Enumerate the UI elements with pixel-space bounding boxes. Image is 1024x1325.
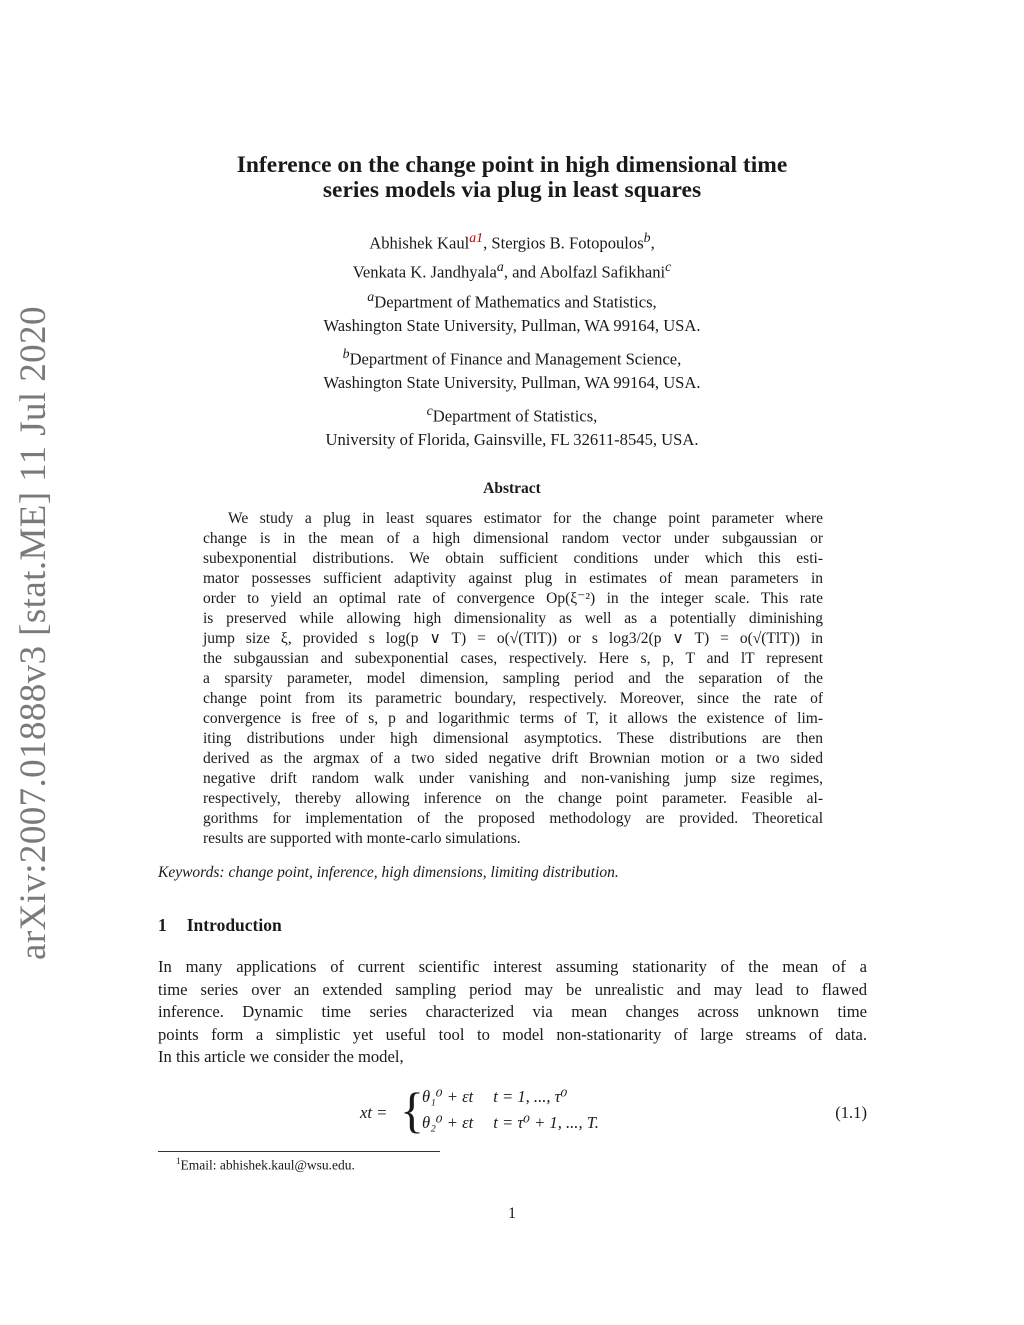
title-line-2: series models via plug in least squares (322, 177, 702, 203)
intro-line: inference. Dynamic time series characterized via mean changes across unknown time (158, 1002, 867, 1022)
section-number: 1 (158, 915, 167, 935)
intro-line: points form a simplistic yet useful tool to model non-stationarity of large streams of data. (158, 1024, 867, 1044)
author-name: Venkata K. Jandhyala (352, 262, 497, 282)
equation-case-2: θ₂⁰ + εt t = τ⁰ + 1, ..., T. (422, 1113, 599, 1132)
abstract-body (203, 509, 823, 849)
author-line-2: Venkata K. Jandhyala$^a$, and Abolfazl Safikhani$^c$ (352, 258, 672, 282)
affiliation-mark: a (367, 289, 375, 304)
footnote-mark: 1 (176, 1156, 181, 1166)
abstract-line: convergence is free of s, p and logarithmic terms of T, it allows the existence of lim- (203, 710, 823, 727)
keywords: Keywords: change point, inference, high dimensions, limiting distribution. (158, 864, 619, 881)
abstract-heading: Abstract (483, 480, 541, 497)
arxiv-stamp: arXiv:2007.01888v3 [stat.ME] 11 Jul 2020 (13, 306, 54, 960)
author-mark: a1 (469, 230, 484, 245)
affiliation-a: $^a$Department of Mathematics and Statistics, Washington State University, Pullman, WA 99164, USA. (323, 289, 701, 335)
abstract-line: subexponential distributions. We obtain sufficient conditions under which this esti- (203, 550, 823, 567)
author-name: Abolfazl Safikhani (539, 262, 666, 282)
abstract-line: derived as the argmax of a two sided negative drift Brownian motion or a two sided (203, 750, 823, 767)
abstract-line: mator possesses sufficient adaptivity against plug in estimates of mean parameters in (203, 570, 823, 587)
title-line-1: Inference on the change point in high dimensional time (236, 152, 788, 178)
author-line-1: Abhishek Kaul$^{a1}$, Stergios B. Fotopoulos$^b$, (369, 230, 655, 253)
intro-paragraph (158, 956, 867, 1069)
author-list (0, 226, 1024, 283)
affiliation-mark: b (342, 346, 350, 361)
author-name: Stergios B. Fotopoulos (491, 233, 644, 253)
affiliation-c: $^c$Department of Statistics, University of Florida, Gainsville, FL 32611-8545, USA. (325, 403, 699, 449)
left-brace-icon: { (400, 1082, 424, 1138)
abstract-line: a sparsity parameter, model dimension, sampling period and the separation of the (203, 670, 823, 687)
abstract-line: is preserved while allowing high dimensionality as well as a potentially diminishing (203, 610, 823, 627)
intro-line: In many applications of current scientific interest assuming stationarity of the mean of a (158, 957, 867, 976)
footnote-text: Email: abhishek.kaul@wsu.edu. (180, 1157, 355, 1173)
footnote-rule (158, 1151, 440, 1152)
footnote (176, 1156, 355, 1174)
abstract-line: change point from its parametric boundary, respectively. Moreover, since the rate of (203, 690, 823, 707)
equation-lhs: xt = (360, 1103, 388, 1122)
abstract-line: We study a plug in least squares estimator for the change point parameter where (228, 510, 823, 527)
page-number: 1 (508, 1205, 516, 1222)
abstract-line: respectively, thereby allowing inference on the change point parameter. Feasible al- (203, 790, 823, 807)
author-mark: b (643, 230, 651, 245)
intro-line: time series over an extended sampling period may be unrealistic and may lead to flawed (158, 979, 867, 999)
intro-line: In this article we consider the model, (158, 1047, 404, 1067)
abstract-line: gorithms for implementation of the proposed methodology are provided. Theoretical (203, 810, 823, 827)
abstract-line: negative drift random walk under vanishing and non-vanishing jump size regimes, (203, 770, 823, 787)
section-title: Introduction (186, 915, 282, 935)
equation-case-1: θ₁⁰ + εt t = 1, ..., τ⁰ (422, 1087, 568, 1106)
equation-label: (1.1) (835, 1103, 867, 1122)
abstract-line: order to yield an optimal rate of convergence Op(ξ⁻²) in the integer scale. This rate (203, 590, 823, 607)
abstract-line: jump size ξ, provided s log(p ∨ T) = o(√(TlT)) or s log3/2(p ∨ T) = o(√(TlT)) in (203, 630, 823, 647)
author-mark: c (665, 258, 672, 274)
paper-title (0, 153, 1024, 203)
affiliation-mark: c (426, 403, 433, 418)
abstract-line: the subgaussian and subexponential cases, respectively. Here s, p, T and lT represent (203, 650, 823, 667)
abstract-line: results are supported with monte-carlo simulations. (203, 830, 521, 847)
abstract-line: change is in the mean of a high dimensional random vector under subgaussian or (203, 530, 823, 547)
equation-1-1 (360, 1083, 870, 1143)
section-heading (158, 915, 282, 936)
abstract-line: iting distributions under high dimensional asymptotics. These distributions are then (203, 730, 823, 747)
author-name: Abhishek Kaul (369, 233, 470, 253)
affiliation-b: $^b$Department of Finance and Management Science, Washington State University, Pullman, WA 99164, USA. (323, 346, 701, 392)
author-mark: a (496, 258, 504, 274)
